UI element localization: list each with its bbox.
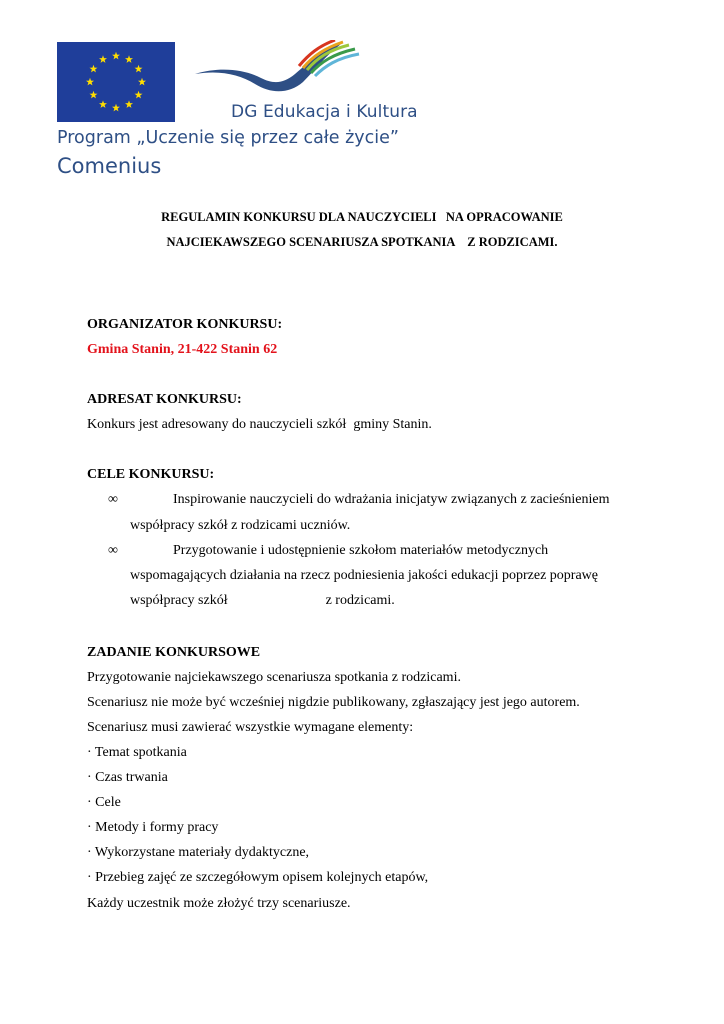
goals-heading: CELE KONKURSU:: [87, 467, 215, 482]
document-title-line2: NAJCIEKAWSZEGO SCENARIUSZA SPOTKANIA Z RODZICAMI.: [166, 235, 558, 249]
goal-item-line: współpracy szkół z rodzicami.: [130, 593, 395, 608]
eu-flag-icon: [57, 42, 175, 122]
task-list-item: · Wykorzystane materiały dydaktyczne,: [87, 845, 310, 860]
goal-item-line: Przygotowanie i udostępnienie szkołom materiałów metodycznych: [173, 543, 549, 558]
bullet-symbol: ∞: [108, 543, 118, 558]
addressee-heading: ADRESAT KONKURSU:: [87, 392, 242, 407]
organizer-heading: ORGANIZATOR KONKURSU:: [87, 317, 283, 332]
addressee-text: Konkurs jest adresowany do nauczycieli szkół gminy Stanin.: [87, 417, 432, 432]
task-line: Każdy uczestnik może złożyć trzy scenariusze.: [87, 896, 351, 911]
task-heading: ZADANIE KONKURSOWE: [87, 645, 261, 660]
task-list-item: · Przebieg zajęć ze szczegółowym opisem kolejnych etapów,: [87, 870, 429, 885]
goal-item-line: wspomagających działania na rzecz podniesienia jakości edukacji poprzez poprawę: [130, 568, 599, 583]
goal-item-line: Inspirowanie nauczycieli do wdrażania inicjatyw związanych z zacieśnieniem: [173, 492, 610, 507]
task-line: Przygotowanie najciekawszego scenariusza spotkania z rodzicami.: [87, 670, 461, 685]
program-logo: [57, 40, 418, 180]
task-line: Scenariusz musi zawierać wszystkie wymagane elementy:: [87, 720, 414, 735]
task-list-item: · Temat spotkania: [87, 745, 187, 760]
task-list-item: · Czas trwania: [87, 770, 168, 785]
task-line: Scenariusz nie może być wcześniej nigdzie publikowany, zgłaszający jest jego autorem.: [87, 695, 580, 710]
task-list-item: · Metody i formy pracy: [87, 820, 219, 835]
logo-comenius-text: Comenius: [57, 154, 162, 178]
document-title-line1: REGULAMIN KONKURSU DLA NAUCZYCIELI NA OPRACOWANIE: [161, 210, 563, 224]
goal-item-line: współpracy szkół z rodzicami uczniów.: [130, 518, 351, 533]
logo-program-text: Program „Uczenie się przez całe życie”: [57, 128, 399, 148]
bird-logo-icon: [191, 40, 361, 110]
logo-dg-text: DG Edukacja i Kultura: [231, 102, 418, 122]
bullet-symbol: ∞: [108, 492, 118, 507]
task-list-item: · Cele: [87, 795, 121, 810]
organizer-value: Gmina Stanin, 21-422 Stanin 62: [87, 342, 278, 357]
